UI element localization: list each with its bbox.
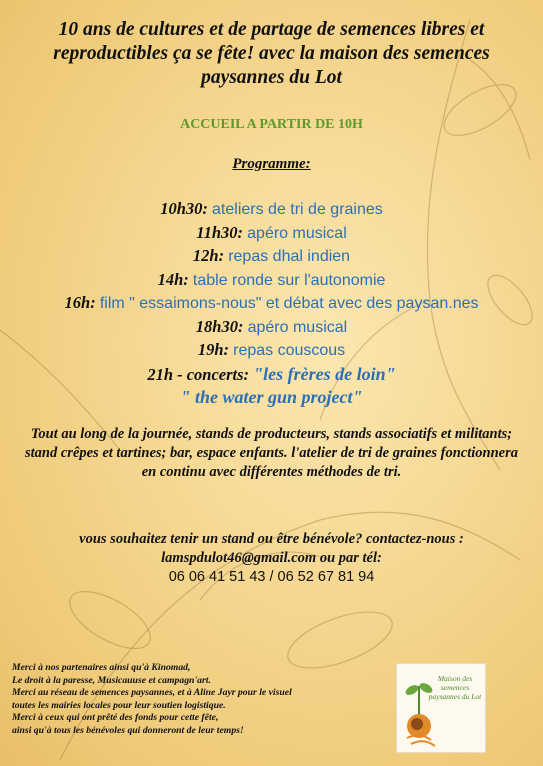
program-item (0, 339, 543, 363)
event-info: Tout au long de la journée, stands de producteurs, stands associatifs et militants; stand crêpes et tartines; bar, espace enfants. l'atelier de tri de graines fonctionnera en continu avec différentes méthodes de tri. (25, 426, 518, 480)
thanks-line: Merci à nos partenaires ainsi qu'à Kinomad, (12, 662, 191, 673)
program-activity: table ronde sur l'autonomie (192, 271, 386, 289)
program-item (0, 292, 543, 316)
program-item (0, 316, 543, 340)
thanks-line: Merci au réseau de semences paysannes, et à Aline Jayr pour le visuel (12, 687, 292, 699)
program-time: 16h: (64, 293, 96, 312)
thanks-line: toutes les mairies locales pour leur soutien logistique. (12, 699, 226, 711)
logo-text: Maison des semences paysannes du Lot (428, 674, 482, 701)
program-activity: " the water gun project" (180, 387, 363, 407)
maison-semences-logo (396, 663, 486, 753)
program-activity: apéro musical (247, 318, 348, 336)
event-title: 10 ans de cultures et de partage de semences libres et reproductibles ça se fête! avec la maison des semences paysannes du Lot (53, 19, 490, 88)
program-activity: repas couscous (233, 342, 346, 359)
contact-prompt: vous souhaitez tenir un stand ou être bénévole? contactez-nous : (79, 531, 464, 547)
program-activity: ateliers de tri de graines (212, 201, 383, 218)
contact-block (0, 530, 543, 587)
program-item (0, 245, 543, 269)
program-time: 14h: (157, 269, 189, 289)
thanks-line: ainsi qu'à tous les bénévoles qui donneront de leur temps! (12, 724, 244, 736)
program-item-extra (0, 386, 543, 410)
program-time: 18h30: (195, 316, 244, 336)
program-time: 11h30: (196, 222, 244, 242)
thanks-block (12, 662, 392, 738)
program-activity: "les frères de loin" (253, 363, 396, 384)
thanks-line: Le droit à la paresse, Musicauuse et campagn'art. (12, 674, 211, 686)
program-item (0, 198, 543, 222)
contact-phones: 06 06 41 51 43 / 06 52 67 81 94 (168, 569, 375, 585)
program-activity: repas dhal indien (228, 248, 351, 265)
program-time: 19h: (197, 340, 229, 359)
program-item (0, 222, 543, 246)
program-activity: apéro musical (247, 224, 347, 242)
program-item (0, 363, 543, 387)
program-time: 21h - concerts: (147, 364, 250, 384)
welcome-time: ACCUEIL A PARTIR DE 10H (180, 117, 363, 132)
program-time: 12h: (192, 246, 225, 265)
program-activity: film " essaimons-nous" et débat avec des paysan.nes (99, 295, 479, 312)
thanks-line: Merci à ceux qui ont prêté des fonds pour cette fête, (12, 712, 219, 724)
contact-email: lamspdulot46@gmail.com ou par tél: (161, 550, 382, 566)
program-list (0, 198, 543, 410)
program-item (0, 269, 543, 293)
programme-heading: Programme: (232, 156, 311, 172)
program-time: 10h30: (160, 199, 208, 218)
